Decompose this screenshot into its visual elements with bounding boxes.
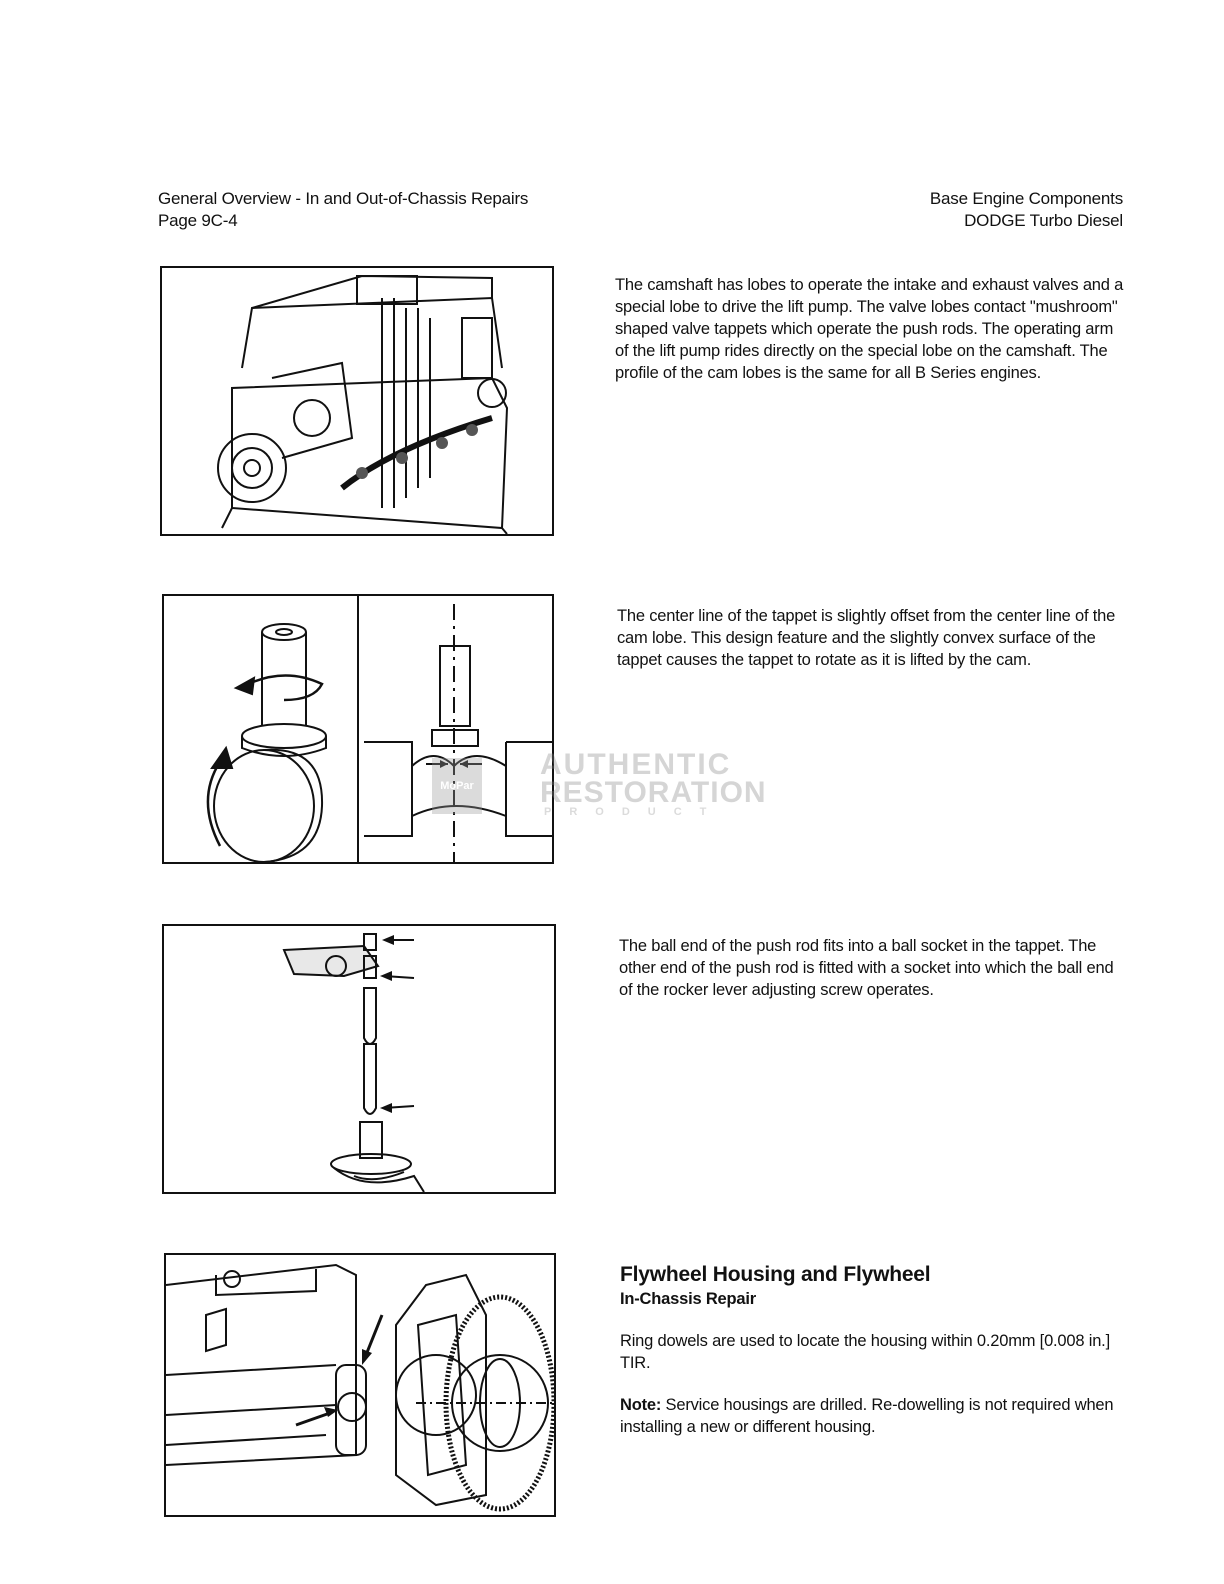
watermark-line3: PRODUCT bbox=[544, 806, 725, 818]
watermark-badge: MoPar bbox=[432, 758, 482, 814]
header-left bbox=[158, 188, 528, 232]
flywheel-section bbox=[620, 1262, 1130, 1458]
tappet-rotation-illustration bbox=[164, 596, 552, 862]
vehicle-title: DODGE Turbo Diesel bbox=[964, 211, 1123, 230]
figure-push-rod bbox=[162, 924, 556, 1194]
watermark bbox=[432, 748, 792, 822]
push-rod-illustration bbox=[164, 926, 554, 1192]
figure-tappet-rotation bbox=[162, 594, 554, 864]
engine-camshaft-illustration bbox=[162, 268, 552, 534]
flywheel-heading: Flywheel Housing and Flywheel bbox=[620, 1263, 931, 1286]
chapter-title: General Overview - In and Out-of-Chassis Repairs bbox=[158, 189, 529, 208]
figure-flywheel-housing bbox=[164, 1253, 556, 1517]
flywheel-subheading: In-Chassis Repair bbox=[620, 1290, 756, 1308]
watermark-line2: RESTORATION bbox=[540, 776, 767, 809]
tappet-description: The center line of the tappet is slightly offset from the center line of the cam lobe. This design feature and the slightly convex surface of the tappet causes the tappet to rotate as it is lifted by the cam. bbox=[617, 607, 1116, 669]
note-label: Note: bbox=[620, 1396, 662, 1414]
note-text: Service housings are drilled. Re-dowelling is not required when installing a new or different housing. bbox=[620, 1396, 1114, 1436]
figure-camshaft-engine bbox=[160, 266, 554, 536]
section-title: Base Engine Components bbox=[929, 189, 1123, 208]
header-right bbox=[930, 188, 1123, 232]
push-rod-description: The ball end of the push rod fits into a ball socket in the tappet. The other end of the push rod is fitted with a socket into which the ball end of the rocker lever adjusting screw operates. bbox=[619, 937, 1114, 999]
watermark-line1: AUTHENTIC bbox=[540, 748, 732, 781]
page-number: Page 9C-4 bbox=[158, 211, 238, 230]
flywheel-housing-illustration bbox=[166, 1255, 554, 1515]
camshaft-description: The camshaft has lobes to operate the intake and exhaust valves and a special lobe to drive the lift pump. The valve lobes contact "mushroom" shaped valve tappets which operate the push rods. The operating arm of the lift pump rides directly on the special lobe on the camshaft. The profile of the cam lobes is the same for all B Series engines. bbox=[615, 276, 1124, 382]
ring-dowel-paragraph: Ring dowels are used to locate the housing within 0.20mm [0.008 in.] TIR. bbox=[620, 1332, 1110, 1372]
note-paragraph bbox=[620, 1394, 1130, 1438]
